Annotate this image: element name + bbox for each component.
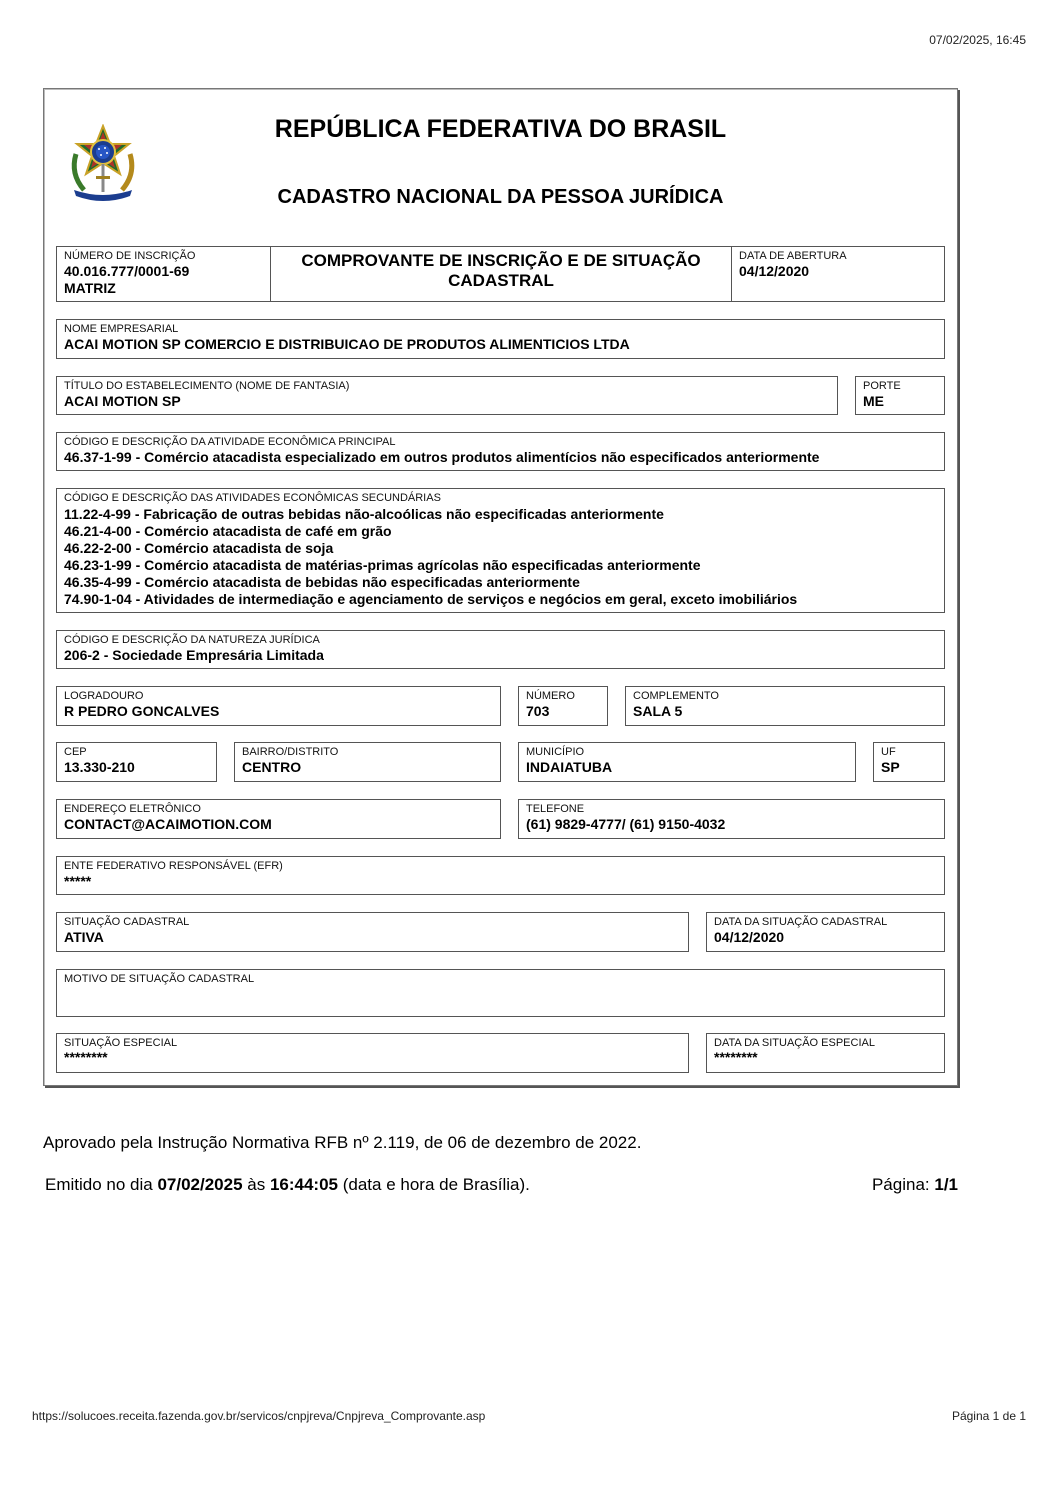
emitido-prefix: Emitido no dia bbox=[45, 1175, 158, 1194]
situacao-especial-box bbox=[56, 1033, 689, 1073]
complemento-value: SALA 5 bbox=[633, 703, 683, 719]
atividades-secundarias-list bbox=[64, 506, 797, 608]
list-item: 46.35-4-99 - Comércio atacadista de bebidas não especificadas anteriormente bbox=[64, 574, 580, 590]
pagina-label: Página: bbox=[871, 1175, 935, 1194]
abertura-label: DATA DE ABERTURA bbox=[739, 250, 847, 262]
emitido-date: 07/02/2025 bbox=[157, 1175, 243, 1194]
atividades-secundarias-box bbox=[56, 488, 945, 613]
numero-value: 703 bbox=[526, 703, 550, 719]
situacao-cadastral-label: SITUAÇÃO CADASTRAL bbox=[64, 916, 190, 928]
nome-fantasia-value: ACAI MOTION SP bbox=[64, 393, 181, 409]
print-datetime: 07/02/2025, 16:45 bbox=[929, 33, 1026, 47]
uf-box bbox=[873, 742, 945, 782]
bairro-value: CENTRO bbox=[242, 759, 302, 775]
situacao-cadastral-value: ATIVA bbox=[64, 929, 104, 945]
comprovante-box bbox=[270, 246, 732, 302]
emitido-suffix: (data e hora de Brasília). bbox=[338, 1175, 530, 1194]
efr-label: ENTE FEDERATIVO RESPONSÁVEL (EFR) bbox=[64, 860, 283, 872]
abertura-box bbox=[731, 246, 945, 302]
telefone-value: (61) 9829-4777/ (61) 9150-4032 bbox=[526, 816, 726, 832]
porte-box bbox=[855, 376, 945, 415]
cep-box bbox=[56, 742, 217, 782]
motivo-box bbox=[56, 969, 945, 1017]
nome-empresarial-value: ACAI MOTION SP COMERCIO E DISTRIBUICAO DE PRODUTOS ALIMENTICIOS LTDA bbox=[64, 336, 630, 352]
inscricao-type: MATRIZ bbox=[64, 280, 116, 296]
logradouro-box bbox=[56, 686, 501, 726]
natureza-juridica-label: CÓDIGO E DESCRIÇÃO DA NATUREZA JURÍDICA bbox=[64, 634, 320, 646]
comprovante-title-line1: COMPROVANTE DE INSCRIÇÃO E DE SITUAÇÃO bbox=[301, 251, 701, 270]
situacao-especial-value: ******** bbox=[64, 1049, 108, 1065]
inscricao-box bbox=[56, 246, 271, 302]
nome-empresarial-label: NOME EMPRESARIAL bbox=[64, 323, 179, 335]
telefone-label: TELEFONE bbox=[526, 803, 585, 815]
data-situacao-label: DATA DA SITUAÇÃO CADASTRAL bbox=[714, 916, 888, 928]
atividade-principal-box bbox=[56, 432, 945, 471]
print-url-link[interactable]: https://solucoes.receita.fazenda.gov.br/servicos/cnpjreva/Cnpjreva_Comprovante.asp bbox=[32, 1409, 486, 1423]
numero-box bbox=[518, 686, 608, 726]
atividades-secundarias-label: CÓDIGO E DESCRIÇÃO DAS ATIVIDADES ECONÔMICAS SECUNDÁRIAS bbox=[64, 492, 441, 504]
cep-label: CEP bbox=[64, 746, 87, 758]
data-situacao-value: 04/12/2020 bbox=[714, 929, 785, 945]
complemento-label: COMPLEMENTO bbox=[633, 690, 719, 702]
inscricao-number: 40.016.777/0001-69 bbox=[64, 263, 190, 279]
emitido-time: 16:44:05 bbox=[269, 1175, 339, 1194]
data-situacao-especial-label: DATA DA SITUAÇÃO ESPECIAL bbox=[714, 1037, 875, 1049]
print-page-number: Página 1 de 1 bbox=[951, 1409, 1026, 1423]
pagina-indicator bbox=[872, 1175, 958, 1195]
natureza-juridica-value: 206-2 - Sociedade Empresária Limitada bbox=[64, 647, 324, 663]
aprovado-note: Aprovado pela Instrução Normativa RFB nº 2.119, de 06 de dezembro de 2022. bbox=[43, 1133, 642, 1152]
emitido-line bbox=[45, 1175, 530, 1195]
porte-label: PORTE bbox=[863, 380, 901, 392]
list-item: 46.22-2-00 - Comércio atacadista de soja bbox=[64, 540, 334, 556]
atividade-principal-label: CÓDIGO E DESCRIÇÃO DA ATIVIDADE ECONÔMICA PRINCIPAL bbox=[64, 436, 396, 448]
bairro-box bbox=[234, 742, 501, 782]
list-item: 46.23-1-99 - Comércio atacadista de matérias-primas agrícolas não especificadas anteriormente bbox=[64, 557, 701, 573]
email-label: ENDEREÇO ELETRÔNICO bbox=[64, 803, 201, 815]
list-item: 74.90-1-04 - Atividades de intermediação e agenciamento de serviços e negócios em geral, exceto imobiliários bbox=[64, 591, 798, 607]
list-item: 46.21-4-00 - Comércio atacadista de café em grão bbox=[64, 523, 392, 539]
comprovante-title-line2: CADASTRAL bbox=[448, 271, 554, 290]
pagina-value: 1/1 bbox=[934, 1175, 958, 1194]
complemento-box bbox=[625, 686, 945, 726]
nome-empresarial-box bbox=[56, 319, 945, 359]
efr-box bbox=[56, 856, 945, 895]
inscricao-label: NÚMERO DE INSCRIÇÃO bbox=[64, 250, 196, 262]
numero-label: NÚMERO bbox=[526, 690, 575, 702]
bairro-label: BAIRRO/DISTRITO bbox=[242, 746, 339, 758]
logradouro-label: LOGRADOURO bbox=[64, 690, 144, 702]
cep-value: 13.330-210 bbox=[64, 759, 135, 775]
efr-value: ***** bbox=[64, 873, 92, 889]
nome-fantasia-label: TÍTULO DO ESTABELECIMENTO (NOME DE FANTASIA) bbox=[64, 380, 350, 392]
list-item: 11.22-4-99 - Fabricação de outras bebidas não-alcoólicas não especificadas anteriormente bbox=[64, 506, 664, 522]
document-subtitle: CADASTRO NACIONAL DA PESSOA JURÍDICA bbox=[277, 186, 724, 208]
telefone-box bbox=[518, 799, 945, 839]
uf-value: SP bbox=[881, 759, 900, 775]
natureza-juridica-box bbox=[56, 630, 945, 669]
email-box bbox=[56, 799, 501, 839]
porte-value: ME bbox=[863, 393, 884, 409]
data-situacao-especial-box bbox=[706, 1033, 945, 1073]
situacao-cadastral-box bbox=[56, 912, 689, 952]
logradouro-value: R PEDRO GONCALVES bbox=[64, 703, 220, 719]
email-value: CONTACT@ACAIMOTION.COM bbox=[64, 816, 272, 832]
nome-fantasia-box bbox=[56, 376, 838, 415]
situacao-especial-label: SITUAÇÃO ESPECIAL bbox=[64, 1037, 178, 1049]
municipio-label: MUNICÍPIO bbox=[526, 746, 585, 758]
uf-label: UF bbox=[881, 746, 896, 758]
document-title: REPÚBLICA FEDERATIVA DO BRASIL bbox=[274, 115, 727, 143]
data-situacao-especial-value: ******** bbox=[714, 1049, 758, 1065]
municipio-box bbox=[518, 742, 856, 782]
data-situacao-box bbox=[706, 912, 945, 952]
emitido-mid: às bbox=[242, 1175, 270, 1194]
abertura-value: 04/12/2020 bbox=[739, 263, 810, 279]
municipio-value: INDAIATUBA bbox=[526, 759, 613, 775]
atividade-principal-value: 46.37-1-99 - Comércio atacadista especializado em outros produtos alimentícios não especificados anteriormente bbox=[64, 449, 820, 465]
motivo-label: MOTIVO DE SITUAÇÃO CADASTRAL bbox=[64, 973, 255, 985]
